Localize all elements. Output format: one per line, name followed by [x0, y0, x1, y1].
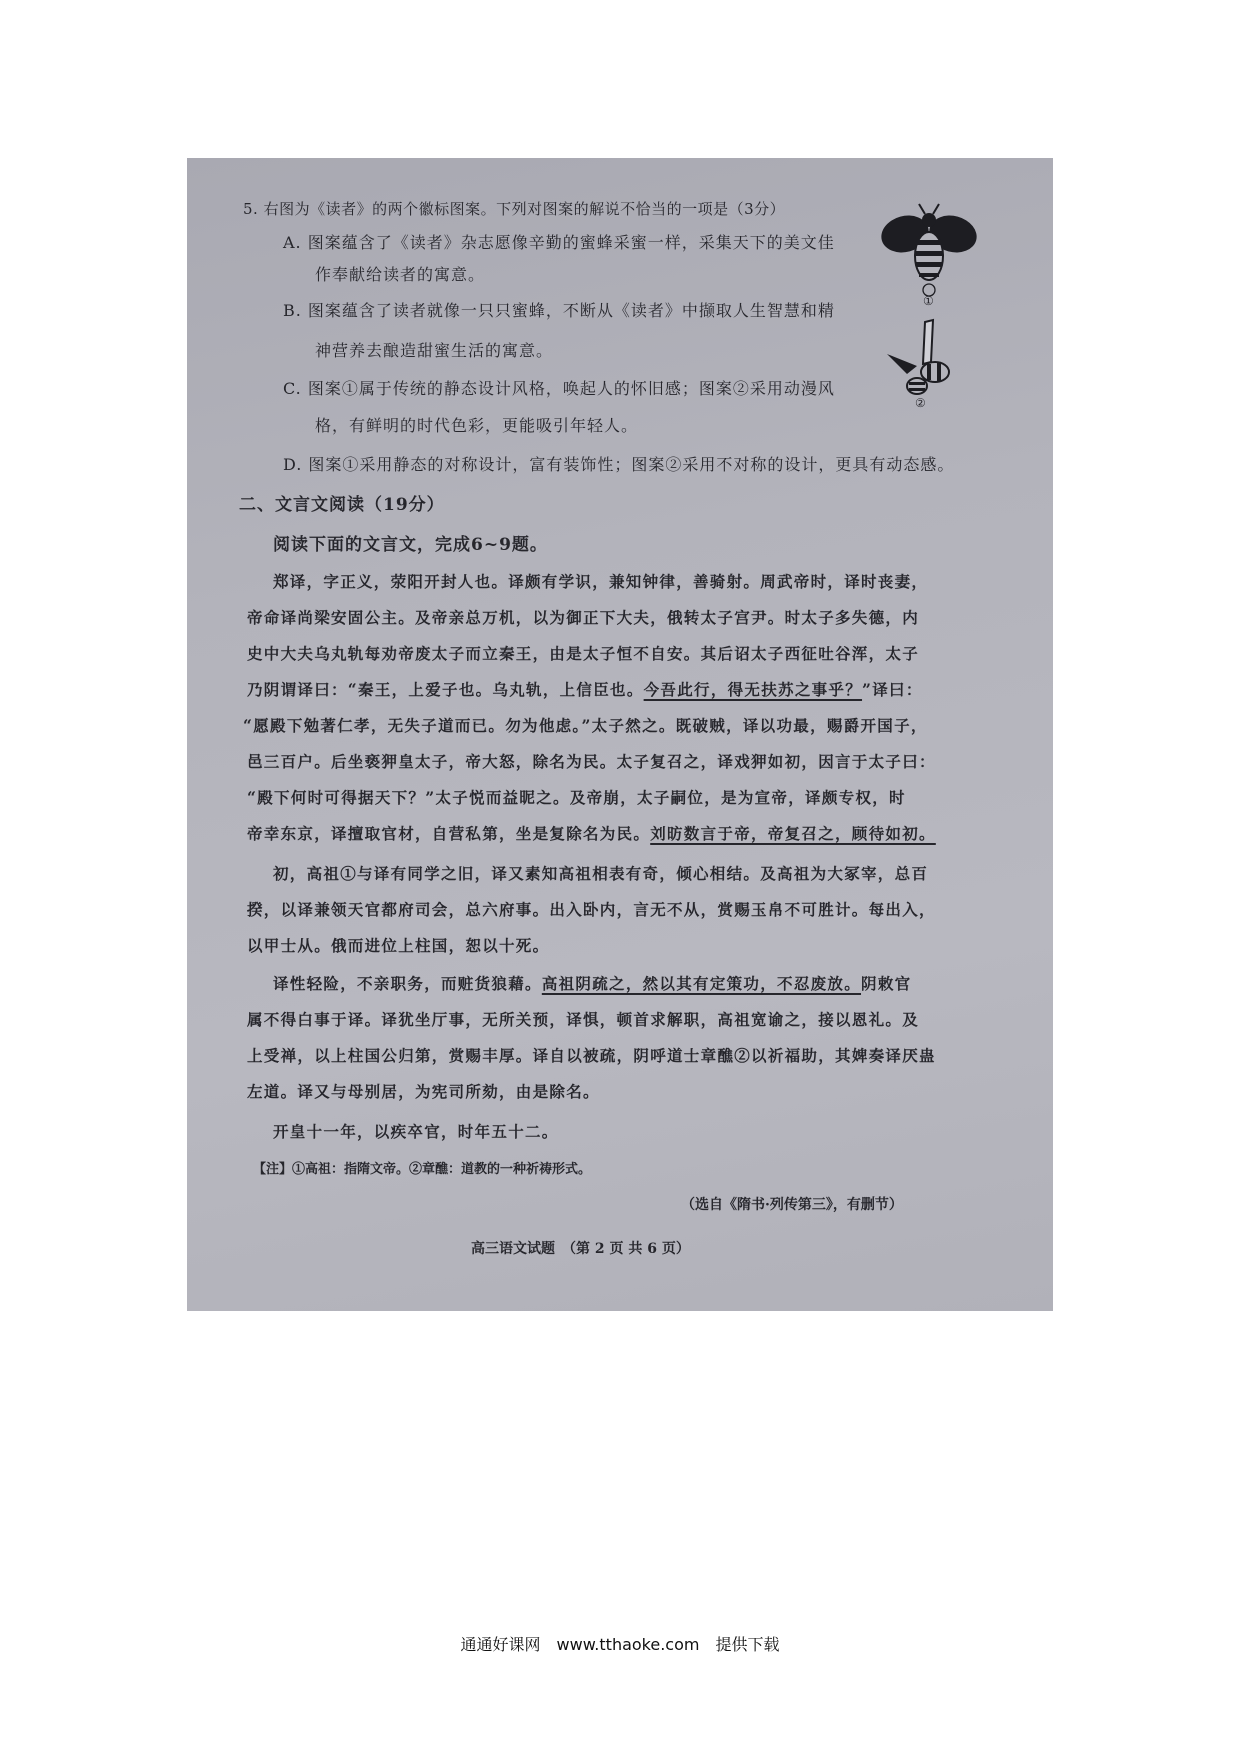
passage-line: 帝命译尚梁安固公主。及帝亲总万机，以为御正下大夫，俄转太子宫尹。时太子多失德，内 — [247, 608, 920, 627]
page-footer: 高三语文试题 （第 2 页 共 6 页） — [471, 1241, 690, 1257]
scanned-exam-page-photo — [187, 158, 1053, 1311]
passage-line: 揆，以译兼领天官都府司会，总六府事。出入卧内，言无不从，赏赐玉帛不可胜计。每出入， — [247, 900, 936, 919]
passage-line: 译性轻险，不亲职务，而赃货狼藉。高祖阴疏之，然以其有定策功，不忍废放。阴敕官 — [273, 974, 912, 993]
source-citation: （选自《隋书·列传第三》，有删节） — [681, 1197, 903, 1213]
logo-2-label: ② — [915, 396, 926, 410]
section-title: 二、文言文阅读（19分） — [239, 495, 445, 515]
section-instruction: 阅读下面的文言文，完成6~9题。 — [273, 535, 548, 555]
passage-line: 邑三百户。后坐亵狎皇太子，帝大怒，除名为民。太子复召之，译戏狎如初，因言于太子曰： — [247, 752, 936, 771]
option-b-line1: B. 图案蕴含了读者就像一只只蜜蜂，不断从《读者》中撷取人生智慧和精 — [283, 301, 835, 320]
passage-line: 帝幸东京，译擅取官材，自营私第，坐是复除名为民。刘昉数言于帝，帝复召之，顾待如初。 — [247, 824, 936, 843]
passage-line: 初，高祖①与译有同学之旧，译又素知高祖相表有奇，倾心相结。及高祖为大冢宰，总百 — [273, 864, 929, 883]
passage-line: “殿下何时可得据天下？”太子悦而益昵之。及帝崩，太子嗣位，是为宣帝，译颇专权，时 — [247, 788, 906, 807]
passage-line: “愿殿下勉著仁孝，无失子道而已。勿为他虑。”太子然之。既破贼，译以功最，赐爵开国子， — [243, 716, 928, 735]
footnote: 【注】①高祖：指隋文帝。②章醮：道教的一种祈祷形式。 — [253, 1162, 592, 1177]
passage-line: 左道。译又与母别居，为宪司所劾，由是除名。 — [247, 1082, 600, 1101]
bee-logo-1-icon — [877, 200, 981, 298]
logo-1-label: ① — [923, 294, 934, 308]
passage-line: 上受禅，以上柱国公归第，赏赐丰厚。译自以被疏，阴呼道士章醮②以祈福助，其婢奏译厌蛊 — [247, 1046, 936, 1065]
passage-line: 史中大夫乌丸轨每劝帝废太子而立秦王，由是太子恒不自安。其后诏太子西征吐谷浑，太子 — [247, 644, 920, 663]
passage-line: 乃阴谓译曰：“秦王，上爱子也。乌丸轨，上信臣也。今吾此行，得无扶苏之事乎？”译曰： — [247, 680, 923, 699]
underlined-sentence: 高祖阴疏之，然以其有定策功，不忍废放。 — [541, 974, 862, 993]
option-c-line1: C. 图案①属于传统的静态设计风格，唤起人的怀旧感；图案②采用动漫风 — [283, 379, 835, 398]
option-a-line2: 作奉献给读者的寓意。 — [315, 265, 486, 284]
question-5-stem: 5. 右图为《读者》的两个徽标图案。下列对图案的解说不恰当的一项是（3分） — [243, 200, 786, 218]
passage-line: 属不得白事于译。译犹坐厅事，无所关预，译惧，顿首求解职，高祖宽谕之，接以恩礼。及 — [247, 1010, 920, 1029]
option-a-line1: A. 图案蕴含了《读者》杂志愿像辛勤的蜜蜂采蜜一样，采集天下的美文佳 — [283, 233, 835, 252]
option-c-line2: 格，有鲜明的时代色彩，更能吸引年轻人。 — [315, 416, 639, 435]
site-footer: 通通好课网 www.tthaoke.com 提供下载 — [460, 1635, 780, 1654]
passage-line: 开皇十一年，以疾卒官，时年五十二。 — [273, 1122, 559, 1141]
underlined-sentence: 今吾此行，得无扶苏之事乎？ — [643, 680, 863, 699]
option-d-line1: D. 图案①采用静态的对称设计，富有装饰性；图案②采用不对称的设计，更具有动态感。 — [283, 455, 955, 474]
option-b-line2: 神营养去酿造甜蜜生活的寓意。 — [315, 341, 554, 360]
passage-line: 以甲士从。俄而进位上柱国，恕以十死。 — [247, 936, 550, 955]
passage-line: 郑译，字正义，荥阳开封人也。译颇有学识，兼知钟律，善骑射。周武帝时，译时丧妻， — [273, 572, 929, 591]
underlined-sentence: 刘昉数言于帝，帝复召之，顾待如初。 — [650, 824, 936, 843]
